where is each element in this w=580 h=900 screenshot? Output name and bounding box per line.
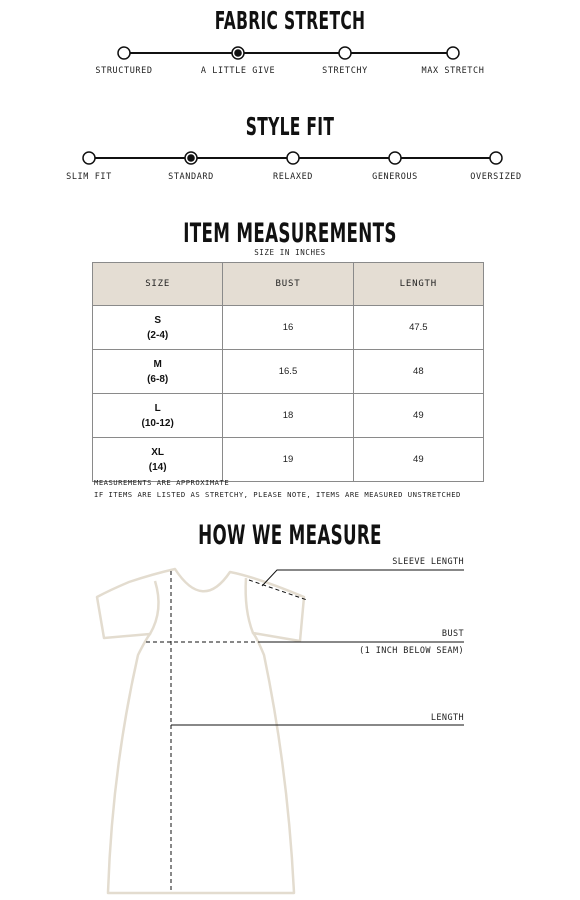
size-name: L	[154, 402, 161, 414]
sleeve-seam-right	[246, 578, 253, 633]
style-fit-label-relaxed: RELAXED	[272, 172, 314, 182]
bust-cell: 16	[223, 306, 353, 350]
size-range: (10-12)	[141, 417, 174, 429]
bust-cell: 18	[223, 394, 353, 438]
style-fit-title: STYLE FIT	[245, 112, 335, 141]
style-fit-dot-oversized	[490, 152, 502, 164]
size-name: XL	[151, 446, 165, 458]
style-fit-label-generous: GENEROUS	[372, 172, 418, 182]
length-cell: 47.5	[353, 306, 483, 350]
fabric-stretch-label-a-little-give: A LITTLE GIVE	[200, 66, 276, 76]
style-fit-dot-relaxed	[287, 152, 299, 164]
scales-graphic	[0, 0, 580, 200]
table-row	[93, 350, 484, 394]
bust-cell: 19	[223, 438, 353, 482]
style-fit-dot-slim	[83, 152, 95, 164]
note-unstretched: IF ITEMS ARE LISTED AS STRETCHY, PLEASE NOTE, ITEMS ARE MEASURED UNSTRETCHED	[94, 490, 461, 499]
style-fit-label-oversized: OVERSIZED	[470, 172, 522, 182]
size-cell	[93, 350, 223, 394]
sleeve-dashed-line	[249, 580, 307, 600]
measurements-table	[92, 262, 484, 482]
dress-outline	[97, 569, 304, 893]
fabric-stretch-scale	[118, 47, 459, 59]
length-cell: 49	[353, 394, 483, 438]
length-cell: 49	[353, 438, 483, 482]
header-bust: BUST	[223, 263, 353, 306]
style-fit-scale	[83, 152, 502, 164]
style-fit-label-standard: STANDARD	[168, 172, 214, 182]
fabric-stretch-selected-marker	[234, 49, 242, 57]
item-measurements-title: ITEM MEASUREMENTS	[183, 218, 397, 249]
size-name: M	[153, 358, 162, 370]
bust-note-label: (1 INCH BELOW SEAM)	[359, 646, 464, 656]
bust-cell: 16.5	[223, 350, 353, 394]
fabric-stretch-dot-stretchy	[339, 47, 351, 59]
size-name: S	[154, 314, 161, 326]
length-cell: 48	[353, 350, 483, 394]
sleeve-leader-line	[262, 570, 464, 586]
header-length: LENGTH	[353, 263, 483, 306]
fabric-stretch-label-stretchy: STRETCHY	[322, 66, 368, 76]
fabric-stretch-dot-structured	[118, 47, 130, 59]
bust-label: BUST	[441, 629, 464, 639]
note-approximate: MEASUREMENTS ARE APPROXIMATE	[94, 478, 230, 487]
size-range: (6-8)	[147, 373, 169, 385]
fabric-stretch-title: FABRIC STRETCH	[214, 6, 366, 35]
table-row	[93, 306, 484, 350]
size-cell	[93, 394, 223, 438]
fabric-stretch-dot-max-stretch	[447, 47, 459, 59]
style-fit-label-slim-fit: SLIM FIT	[66, 172, 112, 182]
style-fit-dot-generous	[389, 152, 401, 164]
size-cell	[93, 306, 223, 350]
length-label: LENGTH	[430, 713, 464, 723]
sleeve-length-label: SLEEVE LENGTH	[392, 557, 464, 567]
how-we-measure-title: HOW WE MEASURE	[198, 520, 382, 551]
sleeve-seam-left	[150, 581, 159, 634]
fabric-stretch-label-structured: STRUCTURED	[95, 66, 153, 76]
fabric-stretch-label-max-stretch: MAX STRETCH	[421, 66, 485, 76]
size-range: (2-4)	[147, 329, 169, 341]
style-fit-selected-marker	[187, 154, 195, 162]
header-size: SIZE	[93, 263, 223, 306]
table-row	[93, 438, 484, 482]
table-header-row	[93, 263, 484, 306]
table-row	[93, 394, 484, 438]
size-range: (14)	[148, 461, 167, 473]
size-unit-subtitle: SIZE IN INCHES	[254, 248, 326, 257]
dress-measure-diagram	[0, 540, 580, 900]
size-cell	[93, 438, 223, 482]
